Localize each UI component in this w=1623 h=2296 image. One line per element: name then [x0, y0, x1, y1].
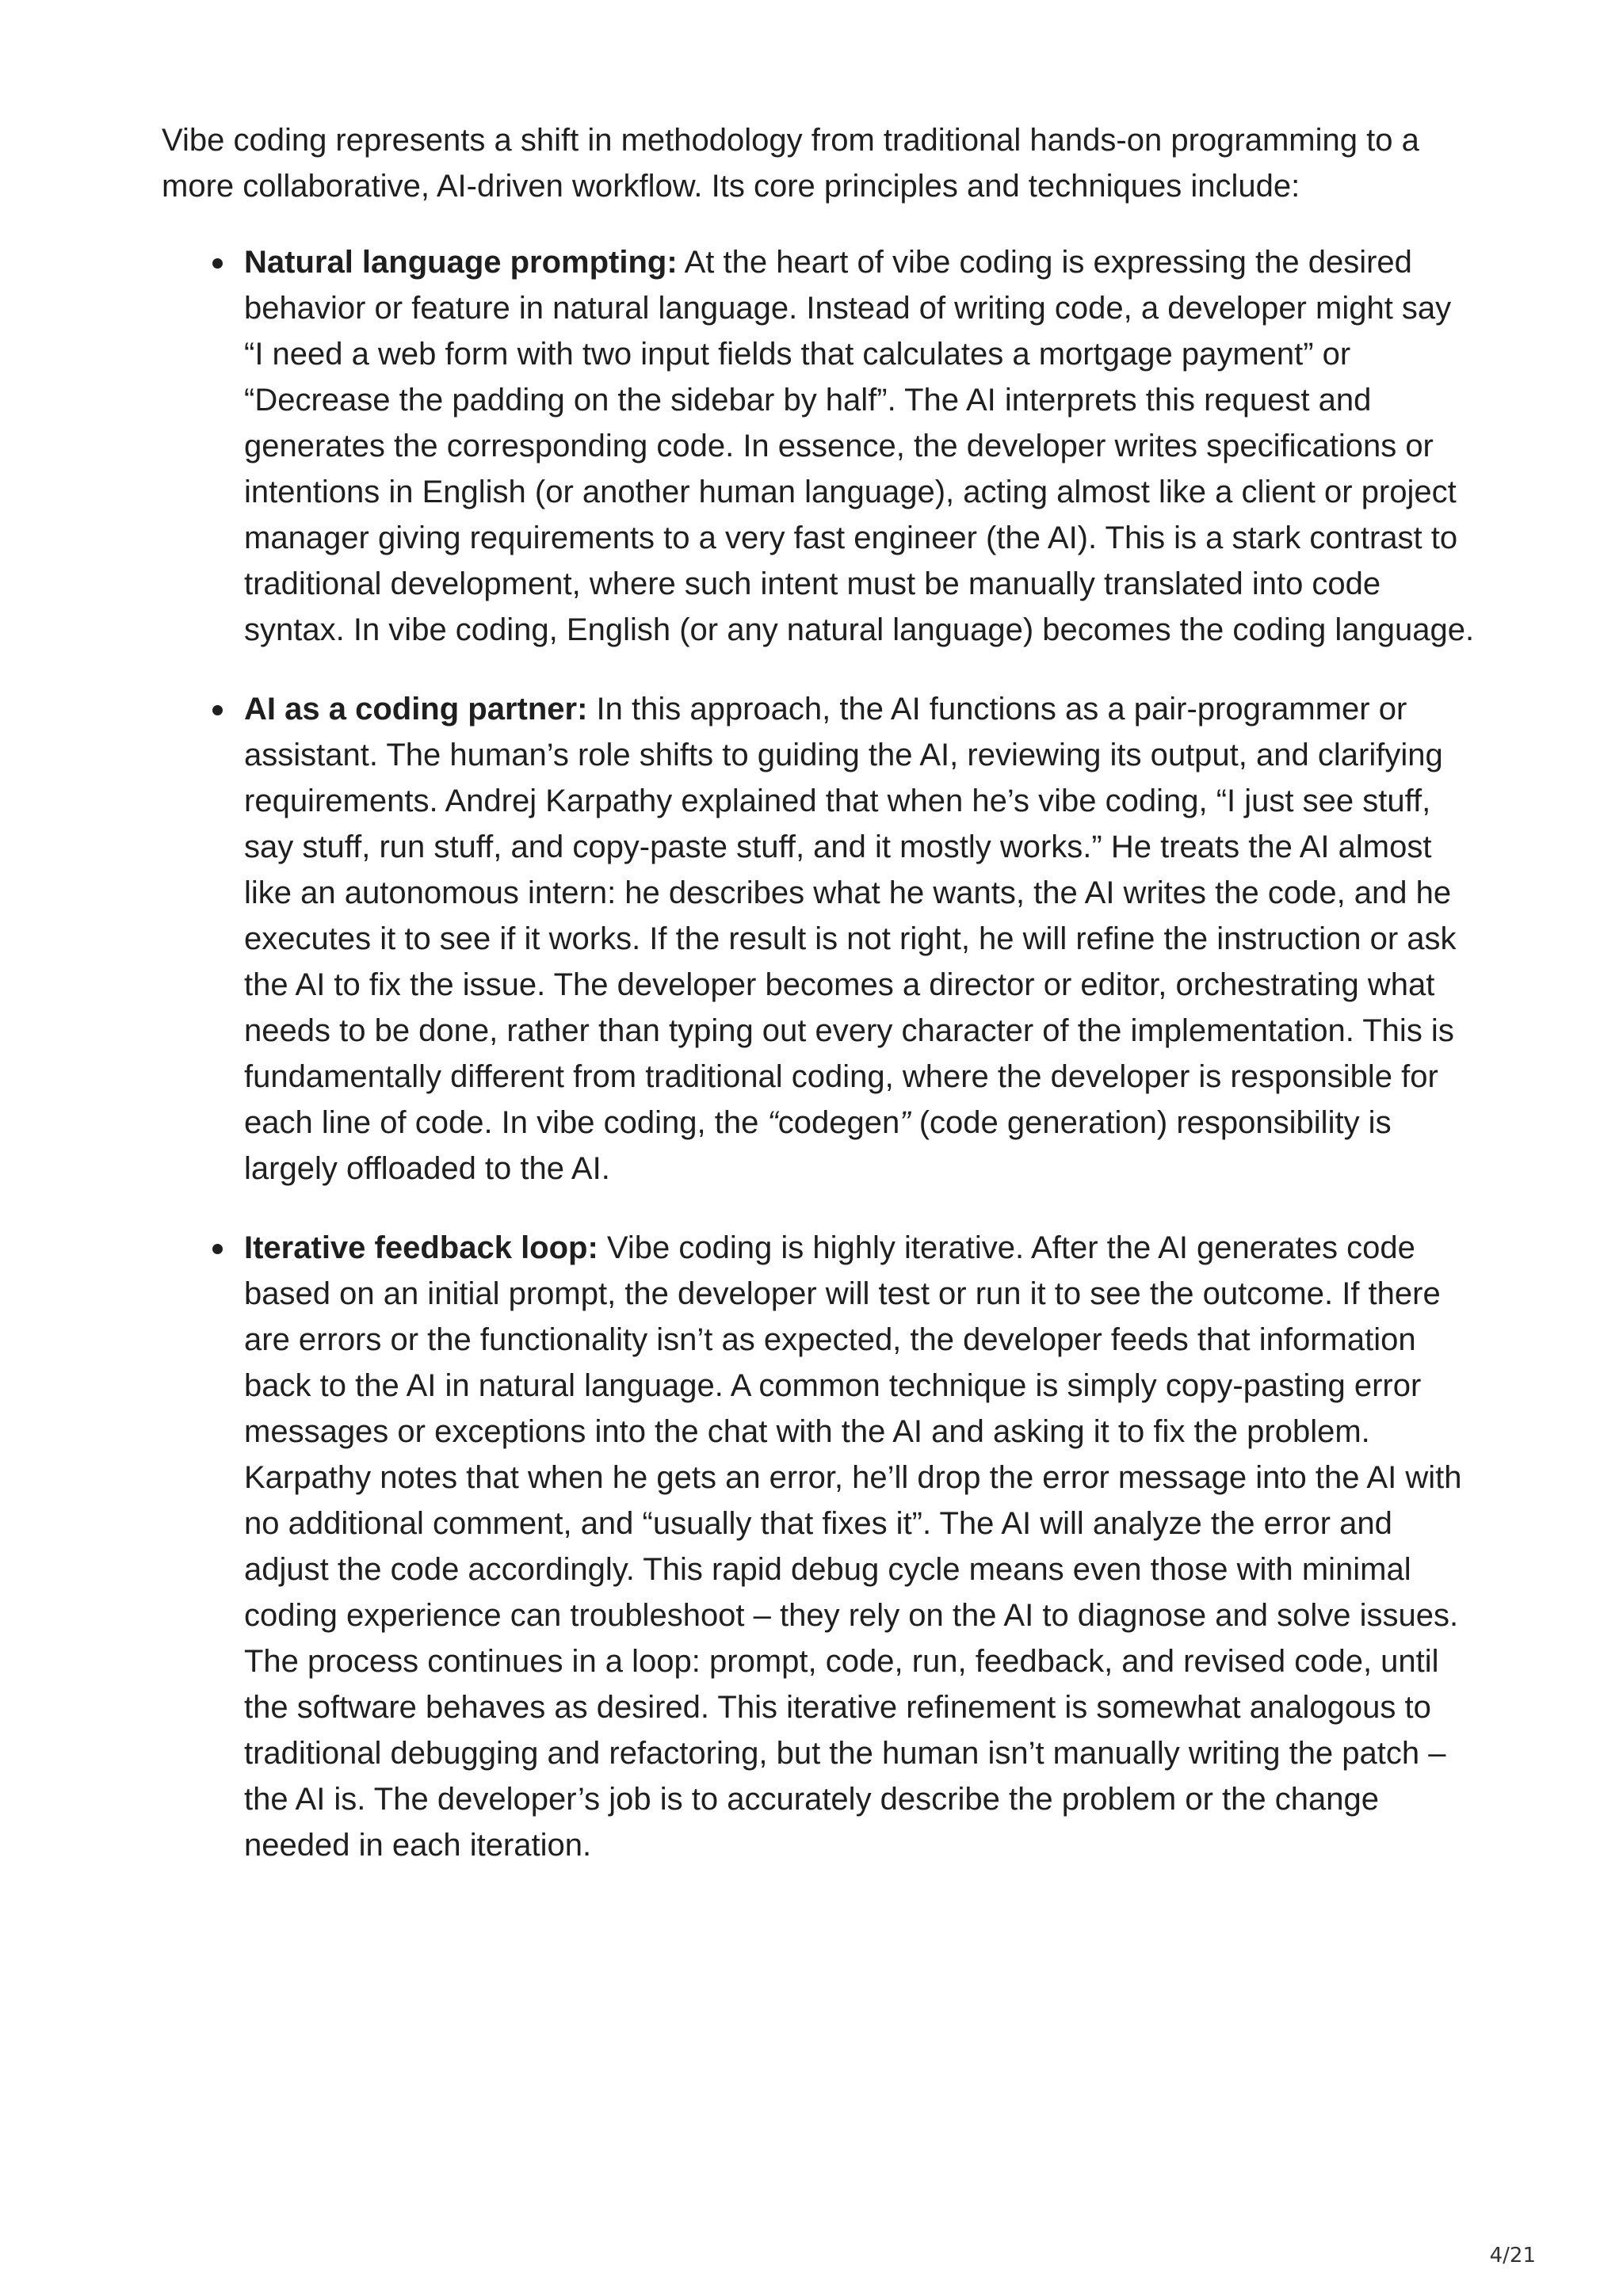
- list-item-natural-language-prompting: [244, 239, 1477, 653]
- list-item-iterative-feedback-loop: [244, 1225, 1477, 1868]
- term-label: Iterative feedback loop:: [244, 1230, 598, 1265]
- codegen-word: codegen: [777, 1105, 900, 1140]
- list-item-ai-coding-partner: [244, 686, 1477, 1192]
- page-number: 4/21: [1489, 2244, 1536, 2267]
- term-label: AI as a coding partner:: [244, 692, 588, 727]
- item-text-end: (code generation) responsibility is largely offloaded to the AI.: [244, 1105, 1392, 1186]
- intro-paragraph: Vibe coding represents a shift in methodology from traditional hands-on programming to a more collaborative, AI-driven workflow. Its core principles and techniques include:: [162, 123, 1419, 204]
- term-label: Natural language prompting:: [244, 245, 678, 280]
- item-text: At the heart of vibe coding is expressing the desired behavior or feature in natural language. Instead of writing code, a developer might say “I need a web form with two input fields that calculates a mortgage payment” or “Decrease the padding on the sidebar by half”. The AI interprets this request and generates the corresponding code. In essence, the developer writes specifications or intentions in English (or another human language), acting almost like a client or project manager giving requirements to a very fast engineer (the AI). This is a stark contrast to traditional development, where such intent must be manually translated into code syntax. In vibe coding, English (or any natural language) becomes the coding language.: [244, 245, 1475, 647]
- principles-list: [162, 239, 1477, 1868]
- item-text: In this approach, the AI functions as a pair-programmer or assistant. The human’s role shifts to guiding the AI, reviewing its output, and clarifying requirements. Andrej Karpathy explained that when he’s vibe coding, “I just see stuff, say stuff, run stuff, and copy-paste stuff, and it mostly works.” He treats the AI almost like an autonomous intern: he describes what he wants, the AI writes the code, and he executes it to see if it works. If the result is not right, he will refine the instruction or ask the AI to fix the issue. The developer becomes a director or editor, orchestrating what needs to be done, rather than typing out every character of the implementation. This is fundamentally different from traditional coding, where the developer is responsible for each line of code. In vibe coding, the: [244, 692, 1457, 1140]
- close-quote: ”: [899, 1105, 911, 1140]
- document-page: [162, 117, 1477, 1901]
- open-quote: “: [767, 1105, 778, 1140]
- item-text: Vibe coding is highly iterative. After the AI generates code based on an initial prompt, the developer will test or run it to see the outcome. If there are errors or the functionality isn’t as expected, the developer feeds that information back to the AI in natural language. A common technique is simply copy-pasting error messages or exceptions into the chat with the AI and asking it to fix the problem. Karpathy notes that when he gets an error, he’ll drop the error message into the AI with no additional comment, and “usually that fixes it”. The AI will analyze the error and adjust the code accordingly. This rapid debug cycle means even those with minimal coding experience can troubleshoot – they rely on the AI to diagnose and solve issues. The process continues in a loop: prompt, code, run, feedback, and revised code, until the software behaves as desired. This iterative refinement is somewhat analogous to traditional debugging and refactoring, but the human isn’t manually writing the patch – the AI is. The developer’s job is to accurately describe the problem or the change needed in each iteration.: [244, 1230, 1462, 1863]
